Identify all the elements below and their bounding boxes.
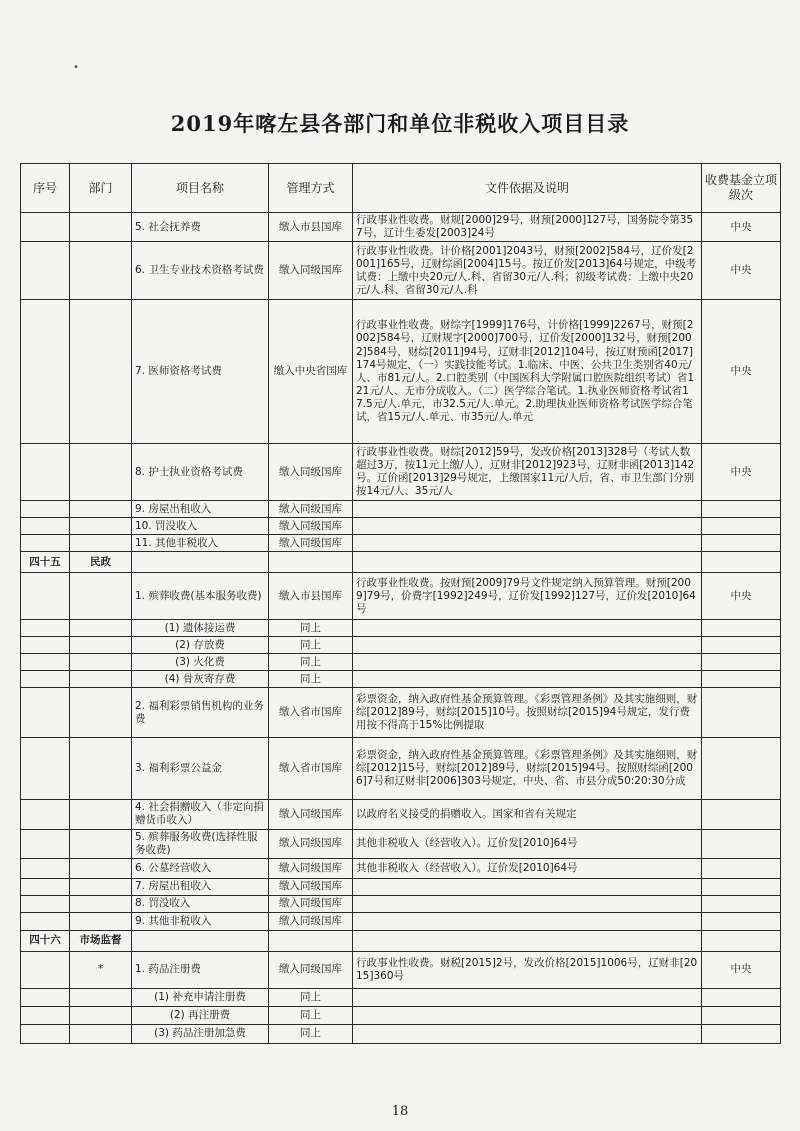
cell-seq <box>21 573 70 620</box>
cell-name: 1. 药品注册费 <box>132 951 269 988</box>
cell-level <box>702 501 781 518</box>
table-row <box>21 688 781 738</box>
cell-mgmt: 缴入同级国库 <box>269 242 353 300</box>
cell-level <box>702 800 781 829</box>
section-seq: 四十六 <box>21 930 70 951</box>
cell-dept <box>70 444 132 501</box>
cell-name: 5. 社会抚养费 <box>132 213 269 242</box>
cell-seq <box>21 1024 70 1043</box>
cell-seq <box>21 637 70 654</box>
cell-name: (1) 遗体接运费 <box>132 620 269 637</box>
cell-level <box>702 620 781 637</box>
cell-mgmt: 缴入市县国库 <box>269 213 353 242</box>
section-row <box>21 552 781 573</box>
cell-seq <box>21 738 70 800</box>
cell-dept <box>70 688 132 738</box>
cell-name: (3) 药品注册加急费 <box>132 1024 269 1043</box>
cell-basis <box>353 1024 702 1043</box>
table-row <box>21 213 781 242</box>
header-name: 项目名称 <box>132 164 269 213</box>
cell-level <box>702 654 781 671</box>
cell-dept <box>70 878 132 895</box>
cell-level <box>702 912 781 930</box>
cell-name: (2) 再注册费 <box>132 1006 269 1024</box>
cell-dept <box>70 300 132 444</box>
cell-mgmt: 缴入同级国库 <box>269 518 353 535</box>
cell-mgmt: 缴入同级国库 <box>269 895 353 912</box>
table-row <box>21 501 781 518</box>
cell-mgmt: 缴入同级国库 <box>269 878 353 895</box>
cell-name: 8. 护士执业资格考试费 <box>132 444 269 501</box>
table-header-row <box>21 164 781 213</box>
cell-mgmt: 缴入同级国库 <box>269 951 353 988</box>
cell-dept <box>70 829 132 858</box>
cell-seq <box>21 535 70 552</box>
cell-name: 4. 社会捐赠收入（非定向捐赠货币收入） <box>132 800 269 829</box>
cell-mgmt: 缴入同级国库 <box>269 858 353 878</box>
cell-name: 1. 殡葬收费(基本服务收费) <box>132 573 269 620</box>
table-row <box>21 829 781 858</box>
cell-level <box>702 738 781 800</box>
cell-level: 中央 <box>702 444 781 501</box>
table-row <box>21 800 781 829</box>
cell-mgmt: 同上 <box>269 1006 353 1024</box>
section-seq: 四十五 <box>21 552 70 573</box>
cell-dept <box>70 518 132 535</box>
cell-seq <box>21 800 70 829</box>
cell-basis: 行政事业性收费。财规[2000]29号，财预[2000]127号，国务院令第357号，辽计生委发[2003]24号 <box>353 213 702 242</box>
cell-basis <box>353 535 702 552</box>
cell-dept <box>70 858 132 878</box>
cell-name: (3) 火化费 <box>132 654 269 671</box>
header-dept: 部门 <box>70 164 132 213</box>
table-row <box>21 535 781 552</box>
cell-basis: 其他非税收入（经营收入）。辽价发[2010]64号 <box>353 858 702 878</box>
cell-level: 中央 <box>702 573 781 620</box>
cell-mgmt: 缴入同级国库 <box>269 501 353 518</box>
cell-level <box>702 895 781 912</box>
table-row <box>21 878 781 895</box>
empty-cell <box>702 930 781 951</box>
table-row <box>21 444 781 501</box>
page-number: 18 <box>391 1104 409 1119</box>
cell-mgmt: 缴入同级国库 <box>269 444 353 501</box>
cell-name: (1) 补充申请注册费 <box>132 988 269 1006</box>
table-row <box>21 858 781 878</box>
cell-dept <box>70 501 132 518</box>
cell-level: 中央 <box>702 300 781 444</box>
empty-cell <box>269 930 353 951</box>
cell-level: 中央 <box>702 213 781 242</box>
cell-mgmt: 同上 <box>269 1024 353 1043</box>
cell-basis: 行政事业性收费。计价格[2001]2043号，财预[2002]584号，辽价发[2001]165号，辽财综函[2004]15号。按辽价发[2013]64号规定，中级考试费：上缴中央20元/人.科、省留30元/人.科；初级考试费：上缴中央20元/人.科、省留30元/人.科 <box>353 242 702 300</box>
table-row <box>21 738 781 800</box>
page-title: 2019年喀左县各部门和单位非税收入项目目录 <box>170 111 630 136</box>
cell-seq <box>21 518 70 535</box>
revenue-table <box>20 163 781 1044</box>
table-row <box>21 573 781 620</box>
table-row <box>21 518 781 535</box>
cell-name: (2) 存放费 <box>132 637 269 654</box>
cell-level <box>702 858 781 878</box>
cell-dept <box>70 912 132 930</box>
cell-seq <box>21 300 70 444</box>
cell-basis: 行政事业性收费。财综[2012]59号，发改价格[2013]328号（考试人数超过3万，按11元上缴/人），辽财非[2012]923号，辽财非函[2013]142号。辽价函[2013]29号规定，上缴国家11元/人后，省、市卫生部门分别按14元/人、35元/人 <box>353 444 702 501</box>
cell-dept <box>70 1006 132 1024</box>
cell-level <box>702 829 781 858</box>
cell-basis: 行政事业性收费。财综字[1999]176号，计价格[1999]2267号，财预[2002]584号，辽财规字[2000]700号，辽价发[2000]132号，财预[2002]584号，财综[2011]94号，辽财非[2012]104号，按辽财预函[2017]174号规定，（一）实践技能考试。1.临床、中医、公共卫生类别省40元/人、市81元/人。2.口腔类别（中国医科大学附属口腔医院组织考试）省121元/人、无市分成收入。（二）医学综合笔试。1.执业医师资格考试省17.5元/人.单元，市32.5元/人.单元。2.助理执业医师资格考试医学综合笔试，省15元/人.单元、市35元/人.单元 <box>353 300 702 444</box>
cell-basis: 其他非税收入（经营收入）。辽价发[2010]64号 <box>353 829 702 858</box>
header-level: 收费基金立项级次 <box>702 164 781 213</box>
cell-dept <box>70 671 132 688</box>
cell-seq <box>21 501 70 518</box>
cell-name: (4) 骨灰寄存费 <box>132 671 269 688</box>
cell-dept <box>70 242 132 300</box>
cell-mgmt: 缴入省市国库 <box>269 688 353 738</box>
empty-cell <box>353 930 702 951</box>
cell-level: 中央 <box>702 242 781 300</box>
cell-dept <box>70 738 132 800</box>
cell-mgmt: 缴入同级国库 <box>269 829 353 858</box>
cell-name: 9. 房屋出租收入 <box>132 501 269 518</box>
table-row <box>21 912 781 930</box>
table-body <box>21 213 781 1044</box>
cell-level <box>702 535 781 552</box>
cell-dept <box>70 800 132 829</box>
table-row <box>21 1024 781 1043</box>
empty-cell <box>353 552 702 573</box>
cell-dept <box>70 637 132 654</box>
cell-seq <box>21 1006 70 1024</box>
cell-seq <box>21 444 70 501</box>
cell-basis <box>353 501 702 518</box>
cell-mgmt: 同上 <box>269 671 353 688</box>
cell-seq <box>21 654 70 671</box>
cell-name: 7. 房屋出租收入 <box>132 878 269 895</box>
cell-basis <box>353 895 702 912</box>
empty-cell <box>269 552 353 573</box>
scan-speck: • <box>73 62 79 73</box>
cell-seq <box>21 951 70 988</box>
cell-name: 8. 罚没收入 <box>132 895 269 912</box>
cell-seq <box>21 988 70 1006</box>
table-row <box>21 300 781 444</box>
cell-level <box>702 637 781 654</box>
cell-dept <box>70 654 132 671</box>
cell-basis <box>353 637 702 654</box>
cell-mgmt: 缴入省市国库 <box>269 738 353 800</box>
cell-name: 2. 福利彩票销售机构的业务费 <box>132 688 269 738</box>
cell-name: 9. 其他非税收入 <box>132 912 269 930</box>
cell-dept <box>70 535 132 552</box>
cell-level <box>702 878 781 895</box>
cell-mgmt: 缴入中央省国库 <box>269 300 353 444</box>
cell-basis <box>353 1006 702 1024</box>
cell-dept <box>70 1024 132 1043</box>
cell-basis: 以政府名义接受的捐赠收入。国家和省有关规定 <box>353 800 702 829</box>
cell-name: 3. 福利彩票公益金 <box>132 738 269 800</box>
cell-seq <box>21 912 70 930</box>
cell-mgmt: 同上 <box>269 620 353 637</box>
cell-level <box>702 518 781 535</box>
cell-dept <box>70 895 132 912</box>
table-row <box>21 951 781 988</box>
section-row <box>21 930 781 951</box>
cell-basis <box>353 620 702 637</box>
cell-name: 6. 公墓经营收入 <box>132 858 269 878</box>
table-row <box>21 654 781 671</box>
table-row <box>21 242 781 300</box>
header-basis: 文件依据及说明 <box>353 164 702 213</box>
cell-seq <box>21 878 70 895</box>
cell-basis: 彩票资金，纳入政府性基金预算管理。《彩票管理条例》及其实施细则，财综[2012]89号，财综[2015]10号。按照财综[2015]94号规定，发行费用按不得高于15%比例提取 <box>353 688 702 738</box>
cell-level <box>702 1024 781 1043</box>
cell-seq <box>21 620 70 637</box>
header-seq: 序号 <box>21 164 70 213</box>
cell-seq <box>21 242 70 300</box>
section-dept: 民政 <box>70 552 132 573</box>
cell-basis <box>353 912 702 930</box>
cell-seq <box>21 829 70 858</box>
table-row <box>21 895 781 912</box>
cell-mgmt: 缴入同级国库 <box>269 912 353 930</box>
section-dept: 市场监督 <box>70 930 132 951</box>
cell-mgmt: 缴入市县国库 <box>269 573 353 620</box>
cell-basis <box>353 518 702 535</box>
cell-mgmt: 缴入同级国库 <box>269 800 353 829</box>
cell-name: 7. 医师资格考试费 <box>132 300 269 444</box>
cell-name: 10. 罚没收入 <box>132 518 269 535</box>
cell-name: 11. 其他非税收入 <box>132 535 269 552</box>
table-row <box>21 988 781 1006</box>
cell-dept <box>70 573 132 620</box>
cell-basis: 行政事业性收费。按财预[2009]79号文件规定纳入预算管理。财预[2009]79号，价费字[1992]249号，辽价发[1992]127号，辽价发[2010]64号 <box>353 573 702 620</box>
cell-dept <box>70 620 132 637</box>
cell-dept <box>70 213 132 242</box>
cell-level <box>702 688 781 738</box>
cell-basis: 彩票资金，纳入政府性基金预算管理。《彩票管理条例》及其实施细则，财综[2012]15号，财综[2012]89号，财综[2015]94号。按照财综函[2006]7号和辽财非[2006]303号规定，中央、省、市县分成50:20:30分成 <box>353 738 702 800</box>
cell-level <box>702 671 781 688</box>
cell-name: 5. 殡葬服务收费(选择性服务收费) <box>132 829 269 858</box>
empty-cell <box>132 552 269 573</box>
cell-basis <box>353 671 702 688</box>
cell-basis <box>353 654 702 671</box>
cell-dept <box>70 988 132 1006</box>
cell-seq <box>21 671 70 688</box>
cell-mgmt: 同上 <box>269 637 353 654</box>
table-row <box>21 620 781 637</box>
cell-mgmt: 同上 <box>269 654 353 671</box>
header-mgmt: 管理方式 <box>269 164 353 213</box>
cell-seq <box>21 858 70 878</box>
cell-mgmt: 缴入同级国库 <box>269 535 353 552</box>
cell-level <box>702 988 781 1006</box>
cell-mgmt: 同上 <box>269 988 353 1006</box>
cell-dept: * <box>70 951 132 988</box>
cell-basis <box>353 988 702 1006</box>
cell-seq <box>21 895 70 912</box>
cell-seq <box>21 213 70 242</box>
empty-cell <box>702 552 781 573</box>
empty-cell <box>132 930 269 951</box>
cell-basis <box>353 878 702 895</box>
table-row <box>21 671 781 688</box>
cell-level: 中央 <box>702 951 781 988</box>
cell-name: 6. 卫生专业技术资格考试费 <box>132 242 269 300</box>
table-row <box>21 1006 781 1024</box>
cell-basis: 行政事业性收费。财税[2015]2号，发改价格[2015]1006号，辽财非[2015]360号 <box>353 951 702 988</box>
cell-seq <box>21 688 70 738</box>
cell-level <box>702 1006 781 1024</box>
table-row <box>21 637 781 654</box>
